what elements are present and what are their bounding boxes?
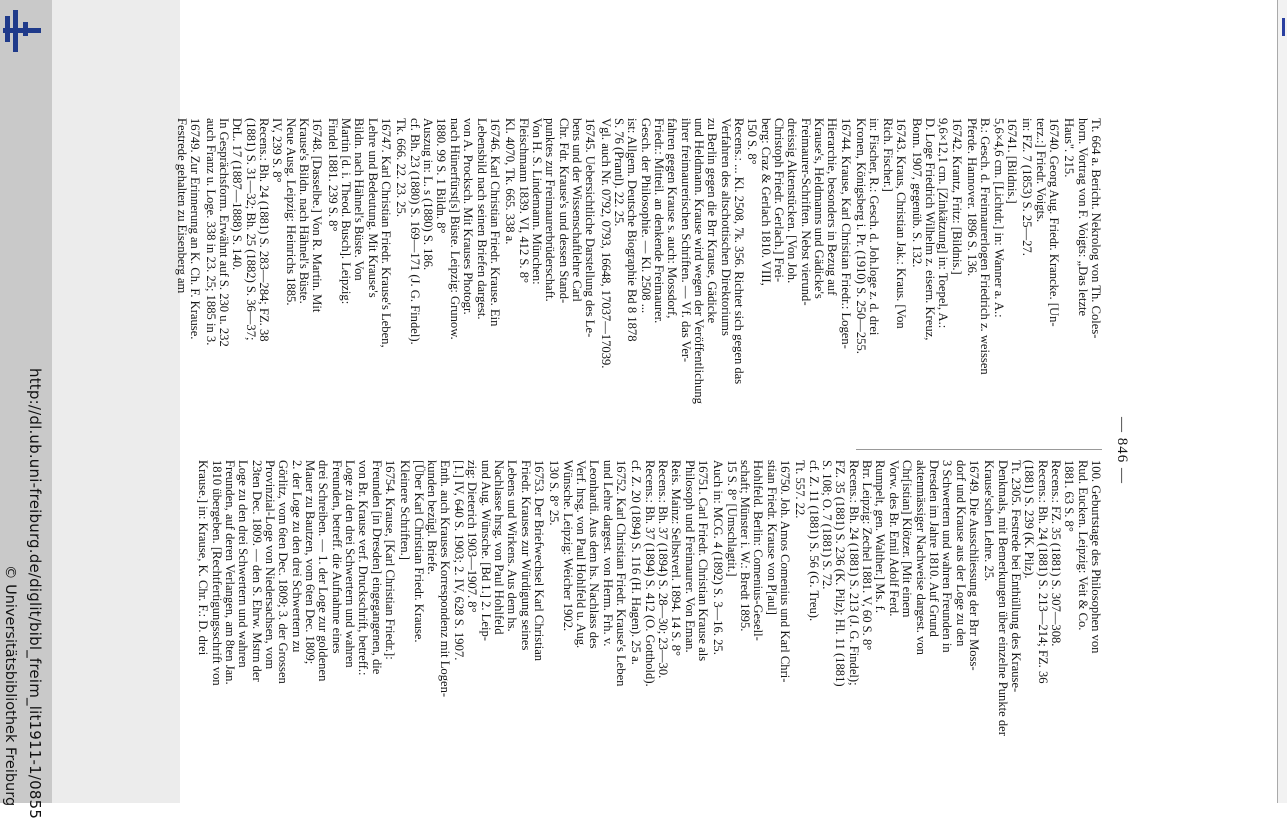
text-line: FZ. 35 (1881) S. 236 (K. Pilz); Hl. 11 (1881) [833,460,848,687]
text-line: 16754. Krause, [Karl Christian Friedr.]: [383,460,398,660]
text-line: 1880. 99 S. 1 Bildn. 8° [434,118,449,234]
text-line: 100. Geburtstage des Philosophen von [1089,460,1103,654]
right-column [196,460,1102,780]
text-line: [Über Karl Christian Friedr. Krause. [411,460,426,643]
text-line: Dresden im Jahre 1810. Auf Grund [926,460,941,637]
text-line: Enth. auch Krauses Korrespondenz mit Logen- [438,460,453,698]
text-line: 15 S. 8° [Umschlagtit.] [724,460,739,577]
text-line: Freimaurer-Schriften. Nebst vierund- [798,118,813,306]
text-line: 1881. 63 S. 8° [1062,460,1077,532]
page-number: — 846 — [1114,417,1130,484]
text-line: Görlitz, vom 6ten Dec. 1809; 3. der Grossen [276,460,291,684]
text-line: 130 S. 8° 25. [547,460,562,526]
copyright-notice: © Universitätsbibliothek Freiburg [2,565,18,807]
text-line: 2. der Loge zu den drei Schwertern zu [289,460,304,653]
text-line: Krause's, Heldmanns und Gädicke's [812,118,827,299]
scroll-indicator[interactable] [1282,18,1285,36]
text-line: Brr. Leipzig: Zechel 1881. V, 60 S. 8° [860,460,875,651]
text-line: Festrede gehalten zu Eisenberg am [174,118,189,294]
text-line: dreissig Aktenstücken. [Von Joh. [785,118,800,284]
text-line: zu Berlin gegen die Brr Krause, Gädicke [705,118,720,324]
text-line: in: Fischer, R.: Gesch. d. Joh.loge z. d. drei [867,118,882,336]
text-line: 5,6×4,6 cm. [Lichtdr.] in: Wanner a. A.: [991,118,1006,318]
text-line: Von H. S. Lindemann. München: [529,118,544,285]
text-line: Auch in: MCG. 4 (1892) S. 3—16. 25. [711,460,726,655]
text-line: horn. Vortrag von F. Voigts: „Das letzte [1075,118,1090,317]
text-line: 16750. Joh. Amos Comenius und Karl Chri- [778,460,793,683]
text-line: 16749. Zur Erinnerung an K. Ch. F. Krause. [188,118,203,340]
text-line: Recens.: Bh. 24 (1881) S. 213—214; FZ. 36 [1035,460,1050,684]
text-line: Loge zu den drei Schwertern und wahren [236,460,251,668]
text-line: Recens.: Bh. 24 (1881) S. 213 (J. G. Findel); [846,460,861,686]
text-line: 16748. [Dasselbe.] Von R. Martin. Mit [310,118,325,313]
text-line: Kl. 4070, Tk. 665. 338 a. [503,118,518,245]
text-line: aktenmässiger Nachweise dargest. von [913,460,928,655]
scan-margin-band [52,0,180,803]
text-line: Auszug in: L. s (1880) S. 186. [421,118,436,271]
text-line: stian Friedr. Krause von P[aul] [764,460,779,615]
text-line: Fleischmann 1839. VI, 412 S. 8° [516,118,531,284]
text-line: Krause.] in: Krause, K. Chr. F.: D. drei [196,460,211,656]
text-line: Reis. Mainz: Selbstverl. 1894. 14 S. 8° [669,460,684,657]
text-line: 16740. Georg Aug. Friedr. Krancke. [Un- [1046,118,1061,327]
text-line: Recens.: Bh. 24 (1881) S. 283—284; FZ. 38 [257,118,272,342]
text-line: punktes zur Freimaurerbrüderschaft. [543,118,558,302]
text-line: terz.:] Friedr. Voigts. [1033,118,1048,223]
text-line: Christoph Friedr. Gerlach.] Frei- [772,118,787,283]
text-line: Tk. 666. 22. 23. 25. [394,118,409,217]
right-edge-divider [1277,0,1278,803]
library-logo-icon [3,10,43,52]
scanned-page [174,118,1130,783]
text-line: 16742. Krantz, Fritz: [Bildnis.] [949,118,964,275]
text-line: D. Loge Friedrich Wilhelm z. eisern. Kreuz, [922,118,937,341]
text-line: [1.] IV, 640 S. 1903; 2. IV, 628 S. 1907. [451,460,466,661]
text-line: cf. Bh. 23 (1880) S. 169—171 (J. G. Findel). [407,118,422,345]
text-line: Findel 1881. 239 S. 8° [325,118,340,232]
text-line: schaft; Münster i. W.: Bredt 1895. [738,460,753,632]
text-line: 16749. Die Ausschliessung der Brr Moss- [966,460,981,671]
text-line: fahren gegen Krause s. auch: Mossdorf, [665,118,680,319]
text-line: IV, 239 S. 8° [270,118,285,183]
text-line: und Heldmann. Krause wird wegen der Veröffentlichung [692,118,707,404]
text-line: B.: Gesch. d. Freimaurerlogen Friedrich z. weissen [978,118,993,375]
text-line: Bildn. nach Hähnel's Büste. Von [352,118,367,281]
text-line: Leonhardi. Aus dem hs. Nachlass des [587,460,602,649]
text-line: Rich. Fischer.] [880,118,895,192]
text-line: Freunden [in Dresden] eingegangenen, die [369,460,384,675]
text-line: 16744. Krause, Karl Christian Friedr.: Logen- [838,118,853,349]
text-line: Philosoph und Freimaurer. Von Eman. [682,460,697,653]
text-line: Krause's Bildn. nach Hähnel's Büste. [297,118,312,304]
text-line: auch Franz u. Loge. 338 in 23. 25; 1885 in 3. [203,118,218,346]
text-line: Hierarchie, besonders in Bezug auf [825,118,840,296]
text-line: ist: Allgem. Deutsche Biographie Bd 8 1878 [625,118,640,342]
text-line: Kronen, Königsberg i. Pr. (1910) S. 250—255. [854,118,869,354]
text-line: Wünsche. Leipzig: Weicher 1902. [560,460,575,632]
text-line: von Br. Krause verf. Druckschrift, betreff.: [356,460,371,676]
text-line: (1881) S. 31—32; Bh. 25 (1882) S. 36—37; [243,118,258,341]
text-line: Verf. hrsg. von Paul Hohlfeld u. Aug. [573,460,588,649]
text-line: Pferde. Hannover. 1896 S. 136. [964,118,979,277]
text-line: Rumpelt, gen. Walther.] Ms. f. [873,460,888,614]
text-line: Recens.: FZ. 35 (1881) S. 307—308. [1048,460,1063,647]
text-line: und Aug. Wünsche. [Bd 1.] 2. Leip- [478,460,493,641]
text-line: 16743. Kraus, Christian Jak.: Kraus. [Von [894,118,909,329]
text-line: Freunden, betreff. die Aufnahme eines [329,460,344,654]
text-line: Recens.: Bh. 37 (1894) S. 28—30; 23—30. [656,460,670,679]
text-line: berg: Craz & Gerlach 1810. VIII, [758,118,773,286]
text-line: Nachlasse hrsg. von Paul Hohlfeld [491,460,506,635]
text-line: Gesch. der Philosophie. — Kl. 2508 ... [638,118,653,314]
text-line: Recens.: ... Kl. 2508, 7k. 356. Richtet sich gegen das [732,118,747,385]
text-line: Provinzial-Loge von Niedersachsen, vom [263,460,278,670]
text-line: nach Hünerfürst[s] Büste. Leipzig: Grunow. [447,118,462,340]
left-column [175,118,1102,438]
text-line: Haus". 215. [1062,118,1077,178]
text-line: Denkmals, mit Bemerkungen über einzelne Punkte der [995,460,1010,736]
right-scrollbar-edge[interactable] [1277,0,1287,803]
source-url[interactable]: http://dl.ub.uni-freiburg.de/diglit/bibl_freim_lit1911-1/0855 [26,368,44,819]
text-line: Rud. Eucken. Leipzig: Veit & Co. [1075,460,1090,631]
text-line: Neue Ausg. Leipzig: Heinrichs 1885. [283,118,298,306]
text-line: 16745. Uebersichtliche Darstellung des Le- [583,118,598,338]
text-line: 16753. Der Briefwechsel Karl Christian [531,460,546,662]
text-line: Vorw. des Br. Emil Adolf Ferd. [886,460,901,617]
text-line: S. 76 (Prantl). 22. 25. [611,118,626,227]
text-line: 23ten Dec. 1809. — den S. Ehrw. Mstrn der [249,460,264,682]
text-line: 150 S. 8° [745,118,760,165]
text-line: 16751. Carl Friedr. Christian Krause als [696,460,711,662]
text-line: Lebensbild nach seinen Briefen dargest. [474,118,489,320]
text-line: Freunden, auf deren Verlangen, am 8ten Jan. [223,460,237,685]
text-line: Recens.: Bh. 37 (1894) S. 412 (O. Gotthold). [642,460,657,687]
text-line: Lebens und Wirkens. Aus dem hs. [505,460,520,632]
text-line: 16752. Karl Christian Friedr. Krause's Leben [613,460,628,687]
text-line: Tt. 2305. Festrede bei Enthüllung des Krause- [1008,460,1023,693]
text-line: kunden bezügl. Briefe. [425,460,440,575]
text-line: und Lehre dargest. von Herm. Frh. v. [600,460,615,647]
text-line: 16746. Karl Christian Friedr. Krause. Ein [487,118,502,327]
text-line: Loge zu den drei Schwertern und wahren [343,460,358,668]
text-line: Chr. Fdr. Krause's und dessen Stand- [556,118,571,304]
left-margin-strip [0,0,52,819]
text-line: von A. Procksch. Mit Krauses Photogr. [461,118,476,315]
text-line: In Gesprächsform. Erwähnt auf S. 230 u. 232 [217,118,231,347]
text-line: Martin [d. i. Theod. Busch]. Leipzig: [339,118,354,305]
text-line: Verfahren des altschottischen Direktoriums [718,118,733,336]
text-line: 16741. [Bildnis.] [1004,118,1019,204]
text-line: zig: Dieterich 1903—1907. 8° [465,460,480,613]
text-line: 1810 übergeben. [Rechtfertigungsschrift von [209,460,224,686]
column-divider [856,449,1102,450]
text-line: Friedr.: Mitteil. an denkende Freimaurer. [652,118,666,324]
text-line: Krause'schen Lehre. 25. [982,460,997,582]
text-line: drei Schreiben. — 1. der Loge zur goldenen [316,460,331,682]
text-line: cf. Z. 20 (1894) S. 116 (H. Hagen). 25 a. [629,460,644,665]
text-line: Bonn. 1907, gegenüb. S. 132. [909,118,924,268]
text-line: Hohlfeld. Berlin: Comenius-Gesell- [751,460,766,641]
text-line: dorf und Krause aus der Loge zu den [953,460,968,647]
text-line: Lehre und Bedeutung. Mit Krause's [365,118,380,298]
text-line: 9,6×12,1 cm. [Zinkätzung] in: Toepel, A.: [936,118,951,329]
text-line: Tt. 557. 22. [793,460,808,519]
text-line: Mauer zu Bautzen, vom 6ten Dec. 1809; [303,460,318,665]
text-line: ihrer freimaurerischen Schriften. — Vf. das Ver- [678,118,693,363]
text-line: S. 108; O. 7 (1881) S. 72. [820,460,835,590]
text-line: (1881) S. 239 (K. Pilz). [1022,460,1037,579]
text-line: DtL. 17 (1887—1888) S. 140. [230,118,245,271]
text-line: Vgl. auch Nr. 0792, 0793, 16648, 17037—17039. [598,118,613,369]
text-line: cf. Z. 11 (1881) S. 56 (G. Treu). [806,460,821,622]
text-line: Friedr. Krauses zur Würdigung seines [518,460,533,651]
text-line: bens und der Wissenschaftlehre Carl [569,118,584,302]
text-line: 3 Schwertern und wahren Freunden in [940,460,955,653]
text-line: Tt. 664 a. Bericht. Nekrolog von Th. Coles- [1089,118,1103,339]
text-line: 16747. Karl Christian Friedr. Krause's Leben, [379,118,394,348]
text-line: Kleinere Schriften.] [398,460,413,561]
text-line: Chr[istian] Klötzer. [Mit einem [900,460,915,618]
text-line: in: FZ. 7 (1853) S. 25—27. [1020,118,1035,256]
